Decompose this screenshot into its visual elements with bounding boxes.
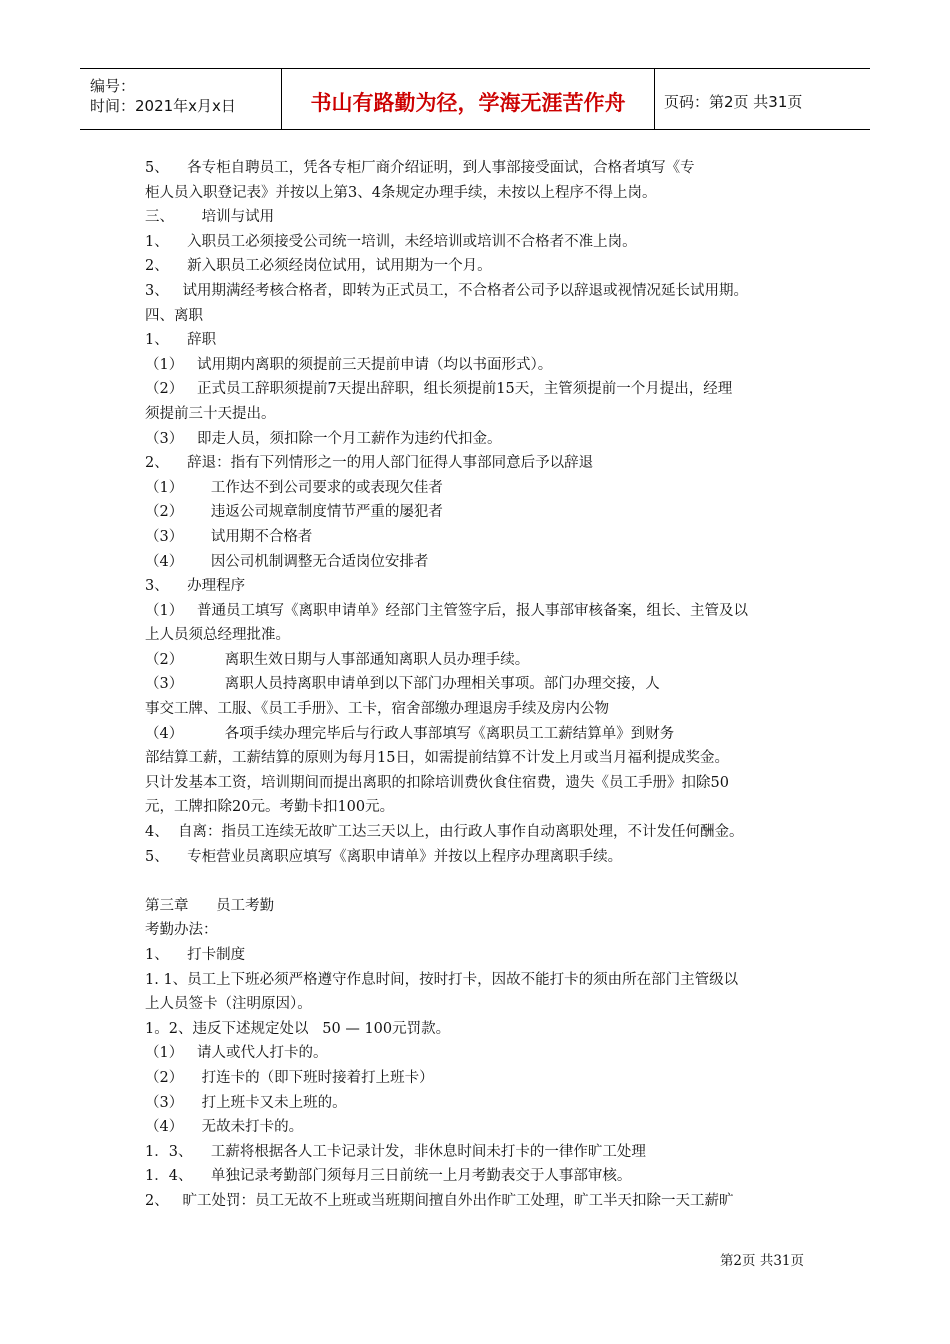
paragraph-line <box>145 869 825 894</box>
paragraph-line: 5、 各专柜自聘员工，凭各专柜厂商介绍证明，到人事部接受面试，合格者填写《专 <box>145 160 695 176</box>
header-motto-cell <box>282 69 655 129</box>
header-info-cell <box>80 69 282 129</box>
paragraph-line: 元，工牌扣除20元。考勤卡扣100元。 <box>145 799 395 816</box>
paragraph-line: 上人员签卡（注明原因）。 <box>145 996 312 1013</box>
paragraph-line: 1。2、违反下述规定处以 50 — 100元罚款。 <box>145 1020 451 1037</box>
paragraph-line: 考勤办法： <box>145 922 218 939</box>
document-body <box>145 156 825 1214</box>
paragraph-line: 1. 1、员工上下班必须严格遵守作息时间，按时打卡，因故不能打卡的须由所在部门主管级以 <box>145 971 739 988</box>
paragraph-line: 上人员须总经理批准。 <box>145 627 290 644</box>
paragraph-line: 须提前三十天提出。 <box>145 405 276 422</box>
paragraph-line: 三、 培训与试用 <box>145 209 275 226</box>
paragraph-line: 2、 新入职员工必须经岗位试用，试用期为一个月。 <box>145 258 492 275</box>
header-page-number: 页码：第2页 共31页 <box>664 93 803 111</box>
paragraph-line: 只计发基本工资，培训期间而提出离职的扣除培训费伙食住宿费，遗失《员工手册》扣除50 <box>145 774 729 791</box>
paragraph-line: （2） 正式员工辞职须提前7天提出辞职，组长须提前15天，主管须提前一个月提出，经理 <box>145 381 733 398</box>
paragraph-line: （4） 因公司机制调整无合适岗位安排者 <box>145 553 429 570</box>
paragraph-line: 4、 自离：指员工连续无故旷工达三天以上，由行政人事作自动离职处理，不计发任何酬金。 <box>145 824 744 841</box>
paragraph-line: 1、 辞职 <box>145 332 217 349</box>
paragraph-line: （2） 离职生效日期与人事部通知离职人员办理手续。 <box>145 651 530 668</box>
paragraph-line: 3、 办理程序 <box>145 578 246 595</box>
paragraph-line: （4） 无故未打卡的。 <box>145 1119 304 1136</box>
page-header <box>80 68 870 130</box>
paragraph-line: 1、 入职员工必须接受公司统一培训，未经培训或培训不合格者不准上岗。 <box>145 233 637 250</box>
paragraph-line: 事交工牌、工服、《员工手册》、工卡，宿舍部缴办理退房手续及房内公物 <box>145 701 609 718</box>
paragraph-line: （1） 普通员工填写《离职申请单》经部门主管签字后，报人事部审核备案，组长、主管及以 <box>145 602 749 619</box>
paragraph-line: 1．4、 单独记录考勤部门须每月三日前统一上月考勤表交于人事部审核。 <box>145 1168 632 1185</box>
paragraph-line: 2、 旷工处罚：员工无故不上班或当班期间擅自外出作旷工处理，旷工半天扣除一天工薪旷 <box>145 1192 734 1209</box>
document-number-label: 编号： <box>90 77 136 95</box>
header-motto: 书山有路勤为径，学海无涯苦作舟 <box>310 91 626 115</box>
paragraph-line: 2、 辞退：指有下列情形之一的用人部门征得人事部同意后予以辞退 <box>145 455 594 472</box>
paragraph-line: （3） 离职人员持离职申请单到以下部门办理相关事项。部门办理交接，人 <box>145 676 660 693</box>
paragraph-line: 3、 试用期满经考核合格者，即转为正式员工，不合格者公司予以辞退或视情况延长试用期。 <box>145 282 749 299</box>
paragraph-line: 第三章 员工考勤 <box>145 897 275 914</box>
document-date-label: 时间：2021年x月x日 <box>90 97 236 115</box>
paragraph-line: 部结算工薪，工薪结算的原则为每月15日，如需提前结算不计发上月或当月福利提成奖金。 <box>145 750 729 767</box>
paragraph-line: 四、离职 <box>145 307 203 324</box>
paragraph-line: （2） 打连卡的（即下班时接着打上班卡） <box>145 1069 434 1086</box>
paragraph-line: （2） 违返公司规章制度情节严重的屡犯者 <box>145 504 443 521</box>
paragraph-line: （1） 工作达不到公司要求的或表现欠佳者 <box>145 479 443 496</box>
paragraph-line: （3） 打上班卡又未上班的。 <box>145 1094 347 1111</box>
paragraph-line: 5、 专柜营业员离职应填写《离职申请单》并按以上程序办理离职手续。 <box>145 848 623 865</box>
paragraph-line: （1） 请人或代人打卡的。 <box>145 1045 328 1062</box>
paragraph-line: 1、 打卡制度 <box>145 947 246 963</box>
paragraph-line: 柜人员入职登记表》并按以上第3、4条规定办理手续，未按以上程序不得上岗。 <box>145 184 657 201</box>
paragraph-line: （1） 试用期内离职的须提前三天提前申请（均以书面形式）。 <box>145 356 553 373</box>
paragraph-line: （3） 即走人员，须扣除一个月工薪作为违约代扣金。 <box>145 430 502 447</box>
page-footer: 第2页 共31页 <box>719 1253 804 1269</box>
paragraph-line: （4） 各项手续办理完毕后与行政人事部填写《离职员工工薪结算单》到财务 <box>145 725 675 742</box>
paragraph-line: 1．3、 工薪将根据各人工卡记录计发，非休息时间未打卡的一律作旷工处理 <box>145 1143 646 1160</box>
paragraph-line: （3） 试用期不合格者 <box>145 528 313 545</box>
header-page-cell <box>656 69 870 129</box>
